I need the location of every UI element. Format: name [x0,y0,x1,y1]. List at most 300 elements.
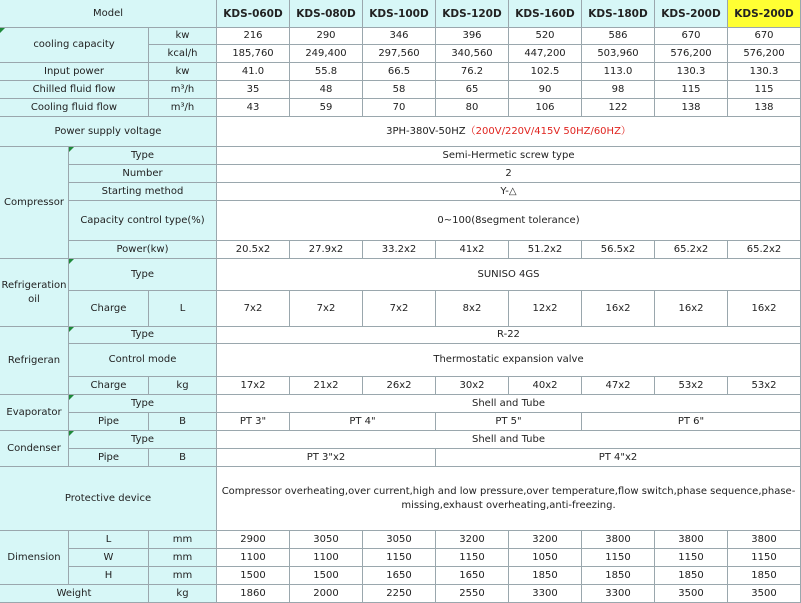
oil-charge-3 [363,291,436,327]
protective-device-value [217,467,801,531]
dim-L-1 [217,531,290,549]
model-header-8 [728,0,801,28]
dim-L-label [69,531,149,549]
dim-H-6-text: 1850 [605,569,631,581]
cooling-flow-6 [582,99,655,117]
compressor-power-4 [436,241,509,259]
compressor-power-7 [655,241,728,259]
evap-type-label-text: Type [131,397,154,409]
input-power-1 [217,63,290,81]
compressor-type-value-text: Semi-Hermetic screw type [442,149,575,161]
chilled-flow-7-text: 115 [681,83,701,95]
cooling-flow-4 [436,99,509,117]
starting-method-label [69,183,217,201]
input-power-7-text: 130.3 [676,65,706,77]
cooling-kcal-7-text: 576,200 [670,47,712,59]
ref-charge-unit [149,377,217,395]
model-header-6 [582,0,655,28]
cond-pipe-1-text: PT 3"x2 [306,451,346,463]
dim-L-1-text: 2900 [240,533,266,545]
dim-W-8 [728,549,801,567]
ref-charge-1-text: 17x2 [240,379,266,391]
evap-pipe-4-text: PT 6" [677,415,705,427]
chilled-flow-5-text: 90 [538,83,552,95]
dim-H-4-text: 1650 [459,569,485,581]
dim-L-7 [655,531,728,549]
cooling-flow-8 [728,99,801,117]
compressor-power-1-text: 20.5x2 [235,243,271,255]
model-header-5-text: KDS-160D [515,7,575,20]
cooling-capacity-label [0,28,149,63]
ref-type-value-text: R-22 [497,329,520,340]
oil-charge-4 [436,291,509,327]
compressor-power-1 [217,241,290,259]
dim-W-7-text: 1150 [678,551,704,563]
weight-7-text: 3500 [678,587,704,599]
model-label [0,0,217,28]
dimension-label [0,531,69,585]
evaporator-label [0,395,69,431]
compressor-power-label-text: Power(kw) [116,243,169,255]
dim-W-5-text: 1050 [532,551,558,563]
oil-charge-label [69,291,149,327]
ref-charge-2-text: 21x2 [313,379,339,391]
ref-type-label [69,327,217,344]
control-mode-value-text: Thermostatic expansion valve [433,354,584,365]
chilled-flow-unit-text: m³/h [170,83,195,95]
evap-pipe-1 [217,413,290,431]
ref-charge-1 [217,377,290,395]
compressor-power-2 [290,241,363,259]
cooling-flow-1 [217,99,290,117]
oil-type-value-text: SUNISO 4GS [477,268,540,280]
evap-type-value-text: Shell and Tube [472,397,545,409]
cooling-kcal-6 [582,45,655,63]
dim-L-3-text: 3050 [386,533,412,545]
input-power-4 [436,63,509,81]
dim-H-6 [582,567,655,585]
ref-charge-5 [509,377,582,395]
cooling-kw-1 [217,28,290,45]
weight-2-text: 2000 [313,587,339,599]
cooling-flow-8-text: 138 [754,101,774,113]
oil-type-value [217,259,801,291]
compressor-power-7-text: 65.2x2 [673,243,709,255]
chilled-flow-label-text: Chilled fluid flow [32,83,116,95]
power-supply-main: 3PH-380V-50HZ [386,125,466,137]
dim-L-unit-text: mm [172,533,193,545]
weight-3-text: 2250 [386,587,412,599]
cooling-kcal-unit-text: kcal/h [167,47,198,59]
cooling-kw-8 [728,28,801,45]
cooling-kw-5-text: 520 [535,30,555,41]
dim-H-7 [655,567,728,585]
weight-unit-text: kg [176,587,189,599]
evap-pipe-label-text: Pipe [97,415,120,427]
compressor-label-text: Compressor [4,196,64,208]
input-power-label-text: Input power [44,65,104,77]
cooling-kcal-unit [149,45,217,63]
compressor-power-3-text: 33.2x2 [381,243,417,255]
dim-H-label [69,567,149,585]
model-header-2-text: KDS-080D [296,7,356,20]
dimension-label-text: Dimension [7,551,61,563]
dim-W-2-text: 1100 [313,551,339,563]
protective-device-label [0,467,217,531]
cooling-flow-5-text: 106 [535,101,555,113]
cond-type-label [69,431,217,449]
oil-charge-8-text: 16x2 [751,302,777,314]
protective-device-value-text: Compressor overheating,over current,high and low pressure,over temperature,flow switch,phase sequence,phase-missing,exhaust overheating,anti-freezing. [221,485,796,511]
control-mode-label-text: Control mode [108,354,177,365]
cooling-flow-6-text: 122 [608,101,628,113]
input-power-6 [582,63,655,81]
dim-L-8 [728,531,801,549]
cooling-kw-4-text: 396 [462,30,482,41]
model-header-4-text: KDS-120D [442,7,502,20]
evap-pipe-2 [290,413,436,431]
evap-type-value [217,395,801,413]
ref-charge-label [69,377,149,395]
dim-W-5 [509,549,582,567]
oil-charge-7-text: 16x2 [678,302,704,314]
oil-charge-3-text: 7x2 [389,302,409,314]
cond-type-value-text: Shell and Tube [472,433,545,445]
compressor-power-6 [582,241,655,259]
dim-H-5 [509,567,582,585]
weight-6-text: 3300 [605,587,631,599]
evap-pipe-unit-text: B [179,415,186,427]
oil-charge-5-text: 12x2 [532,302,558,314]
dim-W-4-text: 1150 [459,551,485,563]
cooling-kcal-4 [436,45,509,63]
input-power-6-text: 113.0 [603,65,633,77]
dim-L-5 [509,531,582,549]
dim-W-7 [655,549,728,567]
ref-charge-6 [582,377,655,395]
oil-type-label-text: Type [131,268,154,280]
cooling-capacity-label-text: cooling capacity [33,39,115,50]
compressor-number-label-text: Number [122,167,163,179]
dim-H-8-text: 1850 [751,569,777,581]
ref-charge-unit-text: kg [176,379,189,391]
dim-L-3 [363,531,436,549]
chilled-flow-5 [509,81,582,99]
ref-type-label-text: Type [131,329,154,340]
oil-charge-8 [728,291,801,327]
weight-4-text: 2550 [459,587,485,599]
dim-W-unit-text: mm [172,551,193,563]
dim-W-label [69,549,149,567]
control-mode-value [217,344,801,377]
compressor-number-label [69,165,217,183]
evap-pipe-label [69,413,149,431]
cooling-flow-7-text: 138 [681,101,701,113]
chilled-flow-2 [290,81,363,99]
evap-pipe-2-text: PT 4" [349,415,376,427]
cooling-kcal-1 [217,45,290,63]
refrigeration-oil-label [0,259,69,327]
compressor-power-8 [728,241,801,259]
cooling-kcal-8 [728,45,801,63]
dim-L-unit [149,531,217,549]
cooling-kw-7-text: 670 [681,30,701,41]
input-power-8-text: 130.3 [749,65,779,77]
input-power-4-text: 76.2 [460,65,484,77]
weight-1 [217,585,290,603]
cond-pipe-label [69,449,149,467]
ref-charge-4 [436,377,509,395]
starting-method-value [217,183,801,201]
dim-W-2 [290,549,363,567]
oil-charge-4-text: 8x2 [462,302,482,314]
model-header-1 [217,0,290,28]
dim-H-label-text: H [104,569,113,581]
dim-W-unit [149,549,217,567]
chilled-flow-8-text: 115 [754,83,774,95]
chilled-flow-6-text: 98 [611,83,625,95]
chilled-flow-1 [217,81,290,99]
weight-6 [582,585,655,603]
oil-charge-unit [149,291,217,327]
input-power-7 [655,63,728,81]
cooling-kw-7 [655,28,728,45]
cooling-kcal-6-text: 503,960 [597,47,639,59]
oil-charge-2 [290,291,363,327]
dim-W-3-text: 1150 [386,551,412,563]
model-header-5 [509,0,582,28]
compressor-power-5 [509,241,582,259]
oil-charge-label-text: Charge [90,302,127,314]
compressor-power-2-text: 27.9x2 [308,243,344,255]
evap-pipe-4 [582,413,801,431]
capacity-control-label-text: Capacity control type(%) [80,214,205,226]
dim-W-label-text: W [103,551,114,563]
power-supply-label [0,117,217,147]
cooling-kw-6-text: 586 [608,30,628,41]
cooling-kcal-5 [509,45,582,63]
dim-H-7-text: 1850 [678,569,704,581]
starting-method-value-text: Y-△ [500,185,517,197]
input-power-unit-text: kw [175,65,190,77]
dim-L-4 [436,531,509,549]
dim-W-6-text: 1150 [605,551,631,563]
ref-charge-7 [655,377,728,395]
input-power-unit [149,63,217,81]
cooling-kcal-3 [363,45,436,63]
weight-label [0,585,149,603]
model-header-1-text: KDS-060D [223,7,283,20]
cooling-flow-4-text: 80 [465,101,479,113]
cooling-kw-3 [363,28,436,45]
cond-pipe-2 [436,449,801,467]
oil-charge-2-text: 7x2 [316,302,336,314]
protective-device-label-text: Protective device [64,492,152,504]
ref-charge-6-text: 47x2 [605,379,631,391]
cooling-flow-unit-text: m³/h [170,101,195,113]
power-supply-label-text: Power supply voltage [54,125,162,137]
ref-charge-3 [363,377,436,395]
weight-8-text: 3500 [751,587,777,599]
cooling-kw-8-text: 670 [754,30,774,41]
input-power-label [0,63,149,81]
model-header-3 [363,0,436,28]
weight-8 [728,585,801,603]
cooling-kw-5 [509,28,582,45]
evap-pipe-3-text: PT 5" [495,415,522,427]
dim-W-1-text: 1100 [240,551,266,563]
dim-L-8-text: 3800 [751,533,777,545]
model-header-7-text: KDS-200D [661,7,721,20]
compressor-number-value [217,165,801,183]
oil-charge-6 [582,291,655,327]
cooling-flow-3-text: 70 [392,101,406,113]
dim-H-3-text: 1650 [386,569,412,581]
cooling-kw-unit [149,28,217,45]
dim-L-label-text: L [105,533,112,545]
chilled-flow-4 [436,81,509,99]
cooling-flow-2 [290,99,363,117]
evap-pipe-3 [436,413,582,431]
oil-charge-1 [217,291,290,327]
cond-type-label-text: Type [131,433,154,445]
cond-pipe-2-text: PT 4"x2 [598,451,638,463]
cooling-flow-1-text: 43 [246,101,260,113]
chilled-flow-8 [728,81,801,99]
model-label-text: Model [92,7,124,19]
oil-charge-5 [509,291,582,327]
ref-type-value [217,327,801,344]
weight-3 [363,585,436,603]
dim-W-8-text: 1150 [751,551,777,563]
oil-charge-7 [655,291,728,327]
evap-type-label [69,395,217,413]
control-mode-label [69,344,217,377]
input-power-2-text: 55.8 [314,65,338,77]
dim-L-2 [290,531,363,549]
cooling-flow-2-text: 59 [319,101,333,113]
dim-H-8 [728,567,801,585]
compressor-power-4-text: 41x2 [459,243,485,255]
cooling-kw-unit-text: kw [175,30,190,41]
evap-pipe-1-text: PT 3" [239,415,267,427]
chilled-flow-2-text: 48 [319,83,333,95]
refrigeran-label-text: Refrigeran [7,354,61,366]
dim-L-6-text: 3800 [605,533,631,545]
model-header-7 [655,0,728,28]
chilled-flow-3 [363,81,436,99]
cooling-kcal-1-text: 185,760 [232,47,274,59]
model-header-4 [436,0,509,28]
oil-charge-6-text: 16x2 [605,302,631,314]
evap-pipe-unit [149,413,217,431]
dim-H-1-text: 1500 [240,569,266,581]
weight-unit [149,585,217,603]
compressor-type-label-text: Type [131,149,154,161]
dim-H-1 [217,567,290,585]
cooling-kw-4 [436,28,509,45]
compressor-power-label [69,241,217,259]
chilled-flow-label [0,81,149,99]
capacity-control-label [69,201,217,241]
cooling-kw-1-text: 216 [243,30,263,41]
cond-pipe-unit-text: B [179,451,186,463]
dim-L-5-text: 3200 [532,533,558,545]
ref-charge-label-text: Charge [90,379,127,391]
dim-L-2-text: 3050 [313,533,339,545]
compressor-type-value [217,147,801,165]
chilled-flow-3-text: 58 [392,83,406,95]
compressor-power-5-text: 51.2x2 [527,243,563,255]
chilled-flow-7 [655,81,728,99]
ref-charge-5-text: 40x2 [532,379,558,391]
cooling-flow-3 [363,99,436,117]
dim-H-5-text: 1850 [532,569,558,581]
oil-type-label [69,259,217,291]
cooling-kw-6 [582,28,655,45]
starting-method-label-text: Starting method [101,185,184,197]
model-header-2 [290,0,363,28]
input-power-8 [728,63,801,81]
cooling-kw-3-text: 346 [389,30,409,41]
cooling-kcal-2 [290,45,363,63]
cond-pipe-unit [149,449,217,467]
ref-charge-7-text: 53x2 [678,379,704,391]
chilled-flow-4-text: 65 [465,83,479,95]
input-power-3-text: 66.5 [387,65,411,77]
cooling-flow-label-text: Cooling fluid flow [30,101,118,113]
dim-L-6 [582,531,655,549]
cooling-kw-2-text: 290 [316,30,336,41]
dim-H-2 [290,567,363,585]
cooling-kcal-8-text: 576,200 [743,47,785,59]
cooling-kcal-4-text: 340,560 [451,47,493,59]
compressor-label [0,147,69,259]
weight-2 [290,585,363,603]
weight-label-text: Weight [56,587,92,599]
oil-charge-1-text: 7x2 [243,302,263,314]
capacity-control-value-text: 0~100(8segment tolerance) [437,214,580,226]
cooling-kcal-5-text: 447,200 [524,47,566,59]
cond-type-value [217,431,801,449]
dim-W-6 [582,549,655,567]
condenser-label [0,431,69,467]
dim-L-7-text: 3800 [678,533,704,545]
input-power-3 [363,63,436,81]
refrigeran-label [0,327,69,395]
power-supply-value [217,117,801,147]
dim-W-1 [217,549,290,567]
ref-charge-8-text: 53x2 [751,379,777,391]
condenser-label-text: Condenser [7,442,61,454]
chilled-flow-unit [149,81,217,99]
chilled-flow-6 [582,81,655,99]
compressor-power-8-text: 65.2x2 [746,243,782,255]
cooling-kcal-2-text: 249,400 [305,47,347,59]
weight-5 [509,585,582,603]
dim-W-3 [363,549,436,567]
compressor-number-value-text: 2 [505,167,512,179]
input-power-1-text: 41.0 [241,65,265,77]
cooling-flow-unit [149,99,217,117]
capacity-control-value [217,201,801,241]
input-power-5-text: 102.5 [530,65,560,77]
ref-charge-8 [728,377,801,395]
dim-H-3 [363,567,436,585]
weight-1-text: 1860 [240,587,266,599]
oil-charge-unit-text: L [179,302,186,314]
model-header-8-text: KDS-200D [734,7,794,20]
